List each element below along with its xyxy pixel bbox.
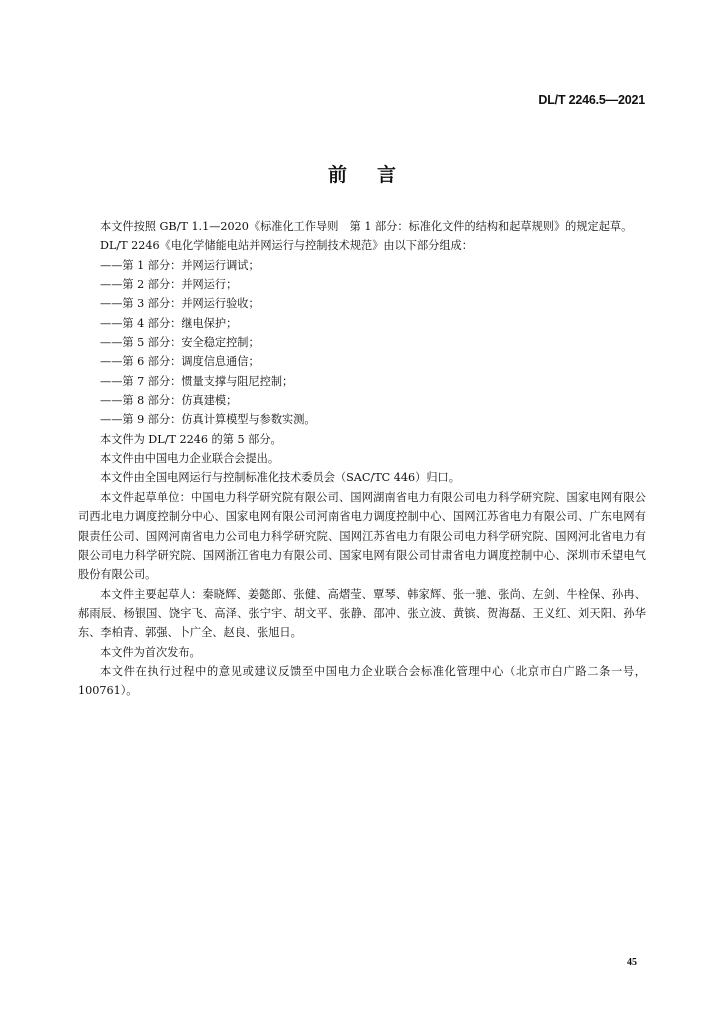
paragraph-committee: 本文件由全国电网运行与控制标准化技术委员会（SAC/TC 446）归口。 [100,471,460,485]
list-item-part-1: ——第 1 部分：并网运行调试； [100,258,260,272]
paragraph-drafting-rule: 本文件按照 GB/T 1.1—2020《标准化工作导则 第 1 部分：标准化文件的结构和起草规则》的规定起草。 [100,220,633,233]
paragraph-feedback: 本文件在执行过程中的意见或建议反馈至中国电力企业联合会标准化管理中心（北京市白广路二条一号，100761）。 [78,664,646,698]
list-item-part-9: ——第 9 部分：仿真计算模型与参数实测。 [100,413,316,427]
paragraph-parts-intro: DL/T 2246《电化学储能电站并网运行与控制技术规范》由以下部分组成： [100,239,473,253]
list-item-part-8: ——第 8 部分：仿真建模； [100,394,238,408]
paragraph-first-release: 本文件为首次发布。 [100,645,201,659]
list-item-part-7: ——第 7 部分：惯量支撑与阻尼控制； [100,374,294,388]
paragraph-part-statement: 本文件为 DL/T 2246 的第 5 部分。 [100,432,282,446]
foreword-body [78,217,646,701]
document-code: DL/T 2246.5—2021 [538,93,645,107]
list-item-part-3: ——第 3 部分：并网运行验收； [100,297,260,311]
list-item-part-5: ——第 5 部分：安全稳定控制； [100,336,260,350]
page-title: 前言 [327,164,426,186]
list-item-part-6: ——第 6 部分：调度信息通信； [100,355,260,369]
list-item-part-2: ——第 2 部分：并网运行； [100,278,238,292]
paragraph-proposer: 本文件由中国电力企业联合会提出。 [100,452,280,466]
paragraph-drafting-units: 本文件起草单位：中国电力科学研究院有限公司、国网湖南省电力有限公司电力科学研究院、国家电网有限公司西北电力调度控制分中心、国家电网有限公司河南省电力调度控制中心、国网江苏省电力有限公司、广东电网有限责任公司、国网河南省电力公司电力科学研究院、国网江苏省电力有限公司电力科学研究院、国网河北省电力有限公司电力科学研究院、国网浙江省电力有限公司、国家电网有限公司甘肃省电力调度控制中心、深圳市禾望电气股份有限公司。 [78,490,646,582]
paragraph-drafters: 本文件主要起草人：秦晓辉、姜懿郎、张健、高熠莹、覃琴、韩家辉、张一驰、张尚、左剑、牛栓保、孙冉、郝雨辰、杨银国、饶宇飞、高泽、张宁宇、胡文平、张静、邵冲、张立波、黄镔、贺海磊、王义红、刘天阳、孙华东、李柏青、郭强、卜广全、赵良、张旭日。 [78,587,646,640]
list-item-part-4: ——第 4 部分：继电保护； [100,316,238,330]
page-number: 45 [627,957,637,968]
